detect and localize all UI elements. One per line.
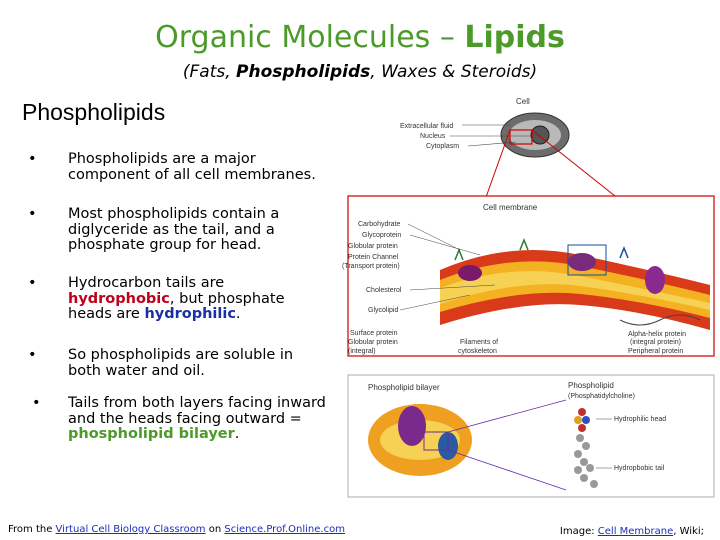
membrane-label: (integral protein): [630, 339, 681, 346]
membrane-label: (integral): [348, 348, 376, 355]
cell-title: Cell: [516, 97, 530, 106]
bullet-dot: •: [28, 275, 37, 291]
bullet-dot: •: [32, 395, 41, 411]
section-heading: Phospholipids: [22, 99, 166, 125]
hydrophobic-term: hydrophobic: [68, 290, 170, 307]
cell-inset: [400, 97, 620, 200]
cell-label: Extracellular fluid: [400, 123, 454, 130]
membrane-label: Carbohydrate: [358, 221, 401, 228]
slide-title: Organic Molecules – Lipids: [155, 20, 565, 55]
bullet-dot: •: [28, 347, 37, 363]
tail-label: Hydropbobic tail: [614, 465, 665, 472]
membrane-label: Cholesterol: [366, 287, 402, 294]
membrane-label: Globular protein: [348, 243, 398, 250]
cell-label: Nucleus: [420, 133, 446, 140]
membrane-label: Surface protein: [350, 330, 398, 337]
membrane-label: Glycolipid: [368, 307, 399, 314]
cell-membrane-diagram: [320, 90, 720, 530]
membrane-title: Cell membrane: [483, 203, 538, 212]
head-label: Hydrophilic head: [614, 416, 667, 423]
bullet-dot: •: [28, 151, 37, 167]
cell-label: Cytoplasm: [426, 143, 460, 150]
image-credit: Image: Cell Membrane, Wiki;: [559, 526, 704, 537]
membrane-label: Peripheral protein: [628, 348, 684, 355]
source-credit: From the Virtual Cell Biology Classroom on Science.Prof.Online.com: [8, 524, 345, 535]
molecule-title: Phospholipid: [568, 381, 614, 390]
membrane-label: Filaments of: [460, 339, 499, 346]
membrane-label: Alpha-helix protein: [628, 331, 686, 338]
cell-membrane-link[interactable]: Cell Membrane: [597, 526, 674, 537]
scienceprofonline-link[interactable]: Science.Prof.Online.com: [224, 524, 345, 535]
molecule-subtitle: (Phosphatidylcholine): [568, 393, 635, 400]
virtual-classroom-link[interactable]: Virtual Cell Biology Classroom: [55, 524, 206, 535]
bilayer-title: Phospholipid bilayer: [368, 383, 440, 392]
bullet-text: Most phospholipids contain a diglyceride as the tail, and a phosphate group for head.: [68, 206, 280, 253]
bullet-text: Hydrocarbon tails are hydrophobic, but phosphate heads are hydrophilic.: [68, 275, 285, 322]
membrane-label: Protein Channel: [348, 254, 399, 261]
bullet-dot: •: [28, 206, 37, 222]
membrane-label: cytoskeleton: [458, 348, 497, 355]
hydrophilic-term: hydrophilic: [144, 306, 236, 322]
bullet-text: Tails from both layers facing inward and the heads facing outward = phospholipid bilayer.: [68, 395, 326, 442]
membrane-label: Globular protein: [348, 339, 398, 346]
membrane-label: Glycoprotein: [362, 232, 402, 239]
bullet-text: Phospholipids are a major component of all cell membranes.: [68, 151, 316, 183]
slide-subtitle: (Fats, Phospholipids, Waxes & Steroids): [182, 62, 538, 82]
bullet-text: So phospholipids are soluble in both water and oil.: [68, 347, 294, 379]
membrane-right-labels: [628, 331, 686, 355]
bilayer-term: phospholipid bilayer: [68, 426, 235, 442]
membrane-label: (Transport protein): [342, 263, 400, 270]
